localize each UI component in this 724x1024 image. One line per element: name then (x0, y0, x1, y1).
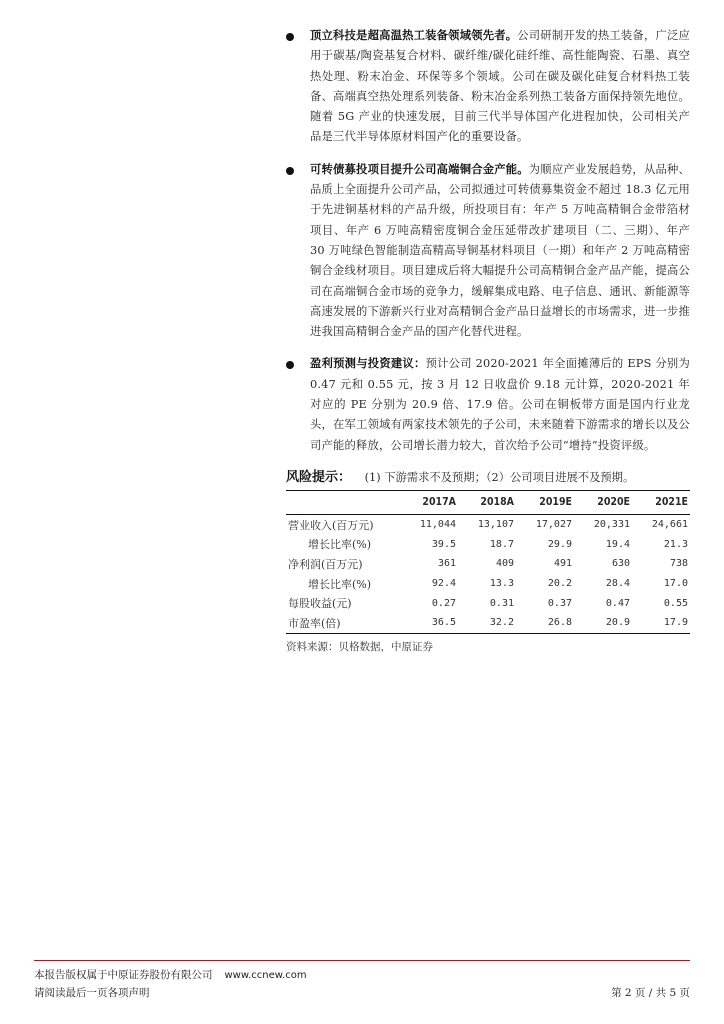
table-cell: 409 (495, 558, 514, 570)
page-footer (34, 966, 690, 1002)
bullet-paragraph (310, 354, 690, 455)
table-row (286, 593, 690, 613)
table-body (286, 514, 690, 633)
bullet-dot-icon (286, 167, 294, 175)
bullet-body: 公司研制开发的热工装备，广泛应用于碳基/陶瓷基复合材料、碳纤维/碳化硅纤维、高性能陶瓷、石墨、真空热处理、粉末冶金、环保等多个领域。公司在碳及碳化硅复合材料热工装备、高端真空热处理系列装备、粉末冶金系列热工装备方面保持领先地位。随着 5G 产业的快速发展，目前三代半导体国产化进程加快，公司相关产品是三代半导体原材料国产化的重要设备。 (310, 29, 690, 144)
table-cell: 24,661 (651, 519, 688, 531)
bullet-heading: 顶立科技是超高温热工装备领域领先者。 (310, 29, 518, 42)
row-label: 每股收益(元) (288, 597, 352, 611)
risk-warning (286, 468, 690, 488)
table-cell: 26.8 (516, 613, 574, 633)
page-number: 第 2 页 / 共 5 页 (611, 987, 690, 999)
footer-divider (34, 960, 690, 961)
header-blank (286, 490, 400, 514)
header-year: 2021E (632, 490, 690, 514)
table-cell: 0.31 (489, 597, 514, 609)
bullet-heading: 盈利预测与投资建议： (310, 357, 426, 371)
table-row (286, 554, 690, 574)
bullet-item (286, 354, 690, 455)
table-cell: 0.55 (663, 597, 688, 609)
bullet-item (286, 160, 690, 343)
table-cell: 17.0 (663, 578, 688, 590)
row-label: 市盈率(倍) (286, 613, 400, 633)
table-cell: 20,331 (593, 519, 630, 531)
table-cell: 20.9 (574, 613, 632, 633)
row-label: 增长比率(%) (308, 538, 372, 552)
table-row (286, 535, 690, 555)
table-cell: 92.4 (431, 578, 456, 590)
row-label: 营业收入(百万元) (288, 518, 374, 532)
bullet-paragraph (310, 160, 690, 343)
table-cell: 361 (437, 558, 456, 570)
header-year: 2019E (516, 490, 574, 514)
financial-forecast-table (286, 490, 690, 634)
footer-copyright: 本报告版权属于中原证券股份有限公司 (34, 969, 213, 981)
bullet-paragraph (310, 26, 690, 148)
table-cell: 491 (553, 558, 572, 570)
header-year: 2018A (458, 490, 516, 514)
footer-disclaimer: 请阅读最后一页各项声明 (34, 987, 150, 999)
table-cell: 630 (611, 558, 630, 570)
table-cell: 17.9 (632, 613, 690, 633)
table-header-row (286, 490, 690, 514)
bullet-heading: 可转债募投项目提升公司高端铜合金产能。 (310, 162, 529, 176)
table-cell: 0.37 (547, 597, 572, 609)
table-cell: 21.3 (663, 538, 688, 550)
table-cell: 13,107 (477, 519, 514, 531)
table-cell: 36.5 (400, 613, 458, 633)
table-cell: 0.47 (605, 597, 630, 609)
table-row (286, 574, 690, 594)
table-cell: 738 (669, 558, 688, 570)
bullet-list (286, 26, 690, 456)
table-cell: 29.9 (547, 538, 572, 550)
report-body (286, 26, 690, 654)
row-label: 净利润(百万元) (288, 557, 363, 571)
table-cell: 18.7 (489, 538, 514, 550)
table-cell: 11,044 (419, 519, 456, 531)
table-cell: 0.27 (431, 597, 456, 609)
risk-title: 风险提示： (286, 469, 352, 485)
footer-website-link[interactable]: www.ccnew.com (224, 970, 307, 981)
bullet-body: 预计公司 2020-2021 年全面摊薄后的 EPS 分别为 0.47 元和 0.55 元，按 3 月 12 日收盘价 9.18 元计算，2020-2021 年对应的 PE 分别为 20.9 倍、17.9 倍。公司在铜板带方面是国内行业龙头，在军工领域有两家技术领先的子公司，未来随着下游需求的增长以及公司产能的释放，公司增长潜力较大，首次给予公司“增持”投资评级。 (310, 357, 690, 452)
table-cell: 13.3 (489, 578, 514, 590)
table-cell: 28.4 (605, 578, 630, 590)
table-cell: 20.2 (547, 578, 572, 590)
row-label: 增长比率(%) (308, 577, 372, 591)
header-year: 2020E (574, 490, 632, 514)
table-cell: 32.2 (458, 613, 516, 633)
table-row (286, 514, 690, 534)
header-year: 2017A (400, 490, 458, 514)
table-cell: 39.5 (431, 538, 456, 550)
bullet-dot-icon (286, 361, 294, 369)
risk-text: (1) 下游需求不及预期；（2）公司项目进展不及预期。 (364, 470, 635, 484)
bullet-dot-icon (286, 33, 294, 41)
data-source: 资料来源：贝格数据，中原证券 (286, 640, 433, 653)
bullet-item (286, 26, 690, 148)
table-cell: 19.4 (605, 538, 630, 550)
bullet-body: 为顺应产业发展趋势，从品种、品质上全面提升公司产品，公司拟通过可转债募集资金不超过 18.3 亿元用于先进铜基材料的产品升级，所投项目有：年产 5 万吨高精铜合金带箔材项目、年产 6 万吨高精密度铜合金压延带改扩建项目（二、三期）、年产 30 万吨绿色智能制造高精高导铜基材料项目（一期）和年产 2 万吨高精密铜合金线材项目。项目建成后将大幅提升公司高精铜合金产品产能，提高公司在高端铜合金市场的竞争力，缓解集成电路、电子信息、通讯、新能源等高速发展的下游新兴行业对高精铜合金产品日益增长的市场需求，进一步推进我国高精铜合金产品的国产化替代进程。 (310, 162, 690, 339)
table-cell: 17,027 (535, 519, 572, 531)
table-row (286, 613, 690, 633)
